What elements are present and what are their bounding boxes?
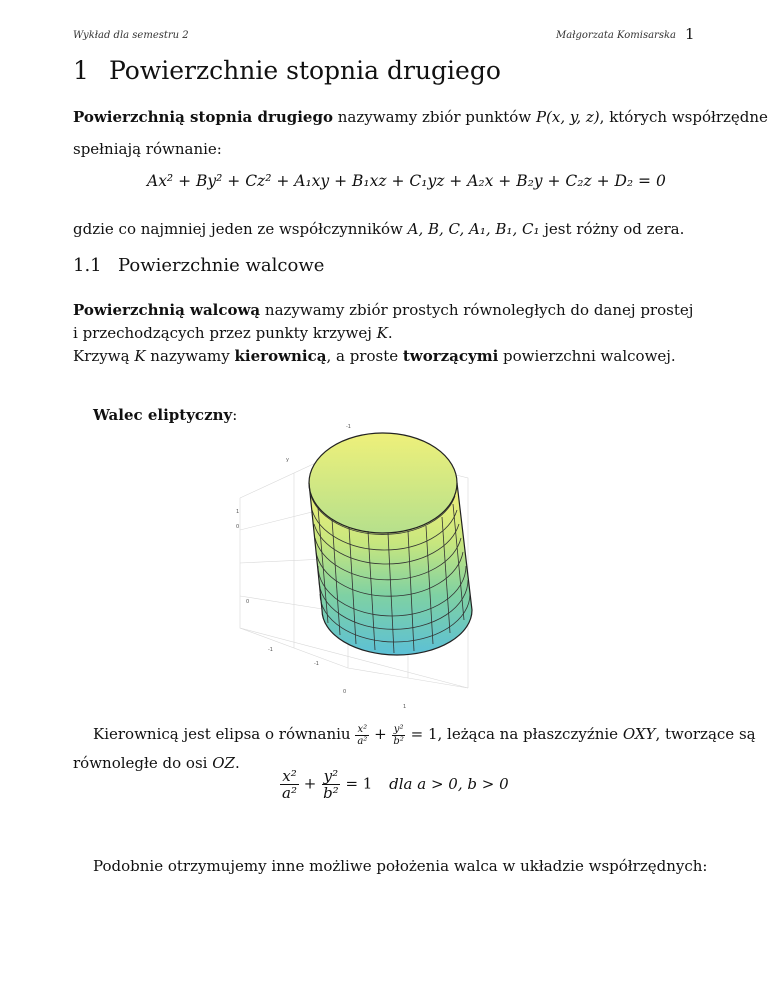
directrix-text3: , tworzące są [655, 725, 756, 743]
display-frac-y [321, 768, 341, 801]
frac-x-num: x² [357, 723, 368, 735]
axis-OZ: OZ [212, 754, 235, 772]
subsection-number: 1.1 [73, 255, 102, 276]
frac-x-den: a² [357, 735, 368, 747]
intro-bold-term: Powierzchnią stopnia drugiego [73, 108, 333, 126]
curve-K: K [376, 324, 388, 342]
plane-OXY: OXY [622, 725, 656, 743]
directrix-dot: . [234, 754, 240, 772]
term-kierownica: kierownicą [234, 347, 327, 365]
subsection-title-text: Powierzchnie walcowe [118, 255, 325, 276]
display-frac-x [280, 768, 299, 801]
subsection-title [73, 255, 324, 276]
coefficients: A, B, C, A₁, B₁, C₁ [407, 220, 540, 238]
frac-y-den: b² [393, 735, 404, 747]
frac-y-num: y² [393, 723, 404, 735]
section-title [73, 56, 501, 85]
tick-bottom-1: -1 [314, 661, 319, 667]
display-frac-y-num: y² [323, 767, 339, 785]
definition-text3d: powierzchni walcowej. [498, 347, 676, 365]
definition-line3 [73, 345, 676, 367]
display-frac-y-den: b² [323, 784, 339, 802]
definition-line1 [73, 299, 693, 321]
definition-text1: nazywamy zbiór prostych równoległych do danej prostej [260, 301, 694, 319]
display-condition: dla a > 0, b > 0 [389, 774, 509, 793]
definition-line2 [73, 322, 393, 344]
definition-text3a: Krzywą [73, 347, 135, 365]
condition-line [73, 218, 684, 240]
inline-frac-y [391, 724, 405, 747]
section-number: 1 [73, 56, 89, 85]
curve-K-2: K [134, 347, 146, 365]
axis-y-label: y [286, 457, 289, 463]
definition-text3c: , a proste [326, 347, 403, 365]
figure-label-colon: : [232, 406, 238, 424]
figure-label [93, 404, 237, 426]
definition-text2: i przechodzących przez punkty krzywej [73, 324, 377, 342]
point-notation: P(x, y, z) [535, 108, 600, 126]
tick-left-low: 0 [246, 599, 250, 605]
tick-left-top: 1 [236, 509, 240, 515]
definition-text3b: nazywamy [145, 347, 235, 365]
tick-bottom-3: 1 [403, 704, 407, 710]
directrix-text1: Kierownicą jest elipsa o równaniu [93, 725, 356, 743]
intro-line2: spełniają równanie: [73, 140, 222, 158]
display-frac-x-num: x² [282, 767, 297, 785]
display-frac-x-den: a² [282, 784, 297, 802]
directrix-text4: równoległe do osi [73, 754, 213, 772]
inline-frac-x [355, 724, 369, 747]
elliptic-cylinder-plot [228, 418, 490, 713]
condition-text2: jest różny od zera. [539, 220, 685, 238]
figure-label-bold: Walec eliptyczny [93, 406, 233, 424]
tick-left-mid: 0 [236, 524, 240, 530]
display-equation: $\frac{\text{x²}}{\text{a²}}$ + $\frac{\text{y²}}{\text{b²}}$ = 1 dla a > 0, b > 0 [282, 767, 509, 802]
condition-text1: gdzie co najmniej jeden ze współczynników [73, 220, 408, 238]
intro-text1: nazywamy zbiór punktów [332, 108, 536, 126]
intro-text2: , których współrzędne [599, 108, 768, 126]
directrix-text2: = 1, leżąca na płaszczyźnie [405, 725, 623, 743]
display-equals-one: = 1 [340, 774, 373, 793]
header-author: Małgorzata Komisarska [556, 30, 676, 41]
directrix-line1: Kierownicą jest elipsa o równaniu $\frac{\text{x²}}{\text{a²}}$ + $\frac{\text{y²}}{\text{b²}}$ = 1, leżąca na płaszczyźnie OXY, tworzące są [93, 723, 756, 747]
tick-top: -1 [346, 424, 351, 430]
page-number: 1 [685, 25, 695, 43]
section-title-text: Powierzchnie stopnia drugiego [109, 56, 501, 85]
definition-dot: . [387, 324, 393, 342]
term-tworzace: tworzącymi [402, 347, 499, 365]
general-equation: Ax² + By² + Cz² + A₁xy + B₁xz + C₁yz + A₂x + B₂y + C₂z + D₂ = 0 [147, 172, 666, 190]
directrix-line2 [73, 752, 240, 774]
intro-line1 [73, 106, 768, 128]
tick-left-bottom: -1 [268, 647, 273, 653]
header-course: Wykład dla semestru 2 [73, 30, 189, 41]
closing-line: Podobnie otrzymujemy inne możliwe położenia walca w układzie współrzędnych: [93, 857, 708, 875]
definition-bold-term: Powierzchnią walcową [73, 301, 261, 319]
tick-bottom-2: 0 [343, 689, 347, 695]
